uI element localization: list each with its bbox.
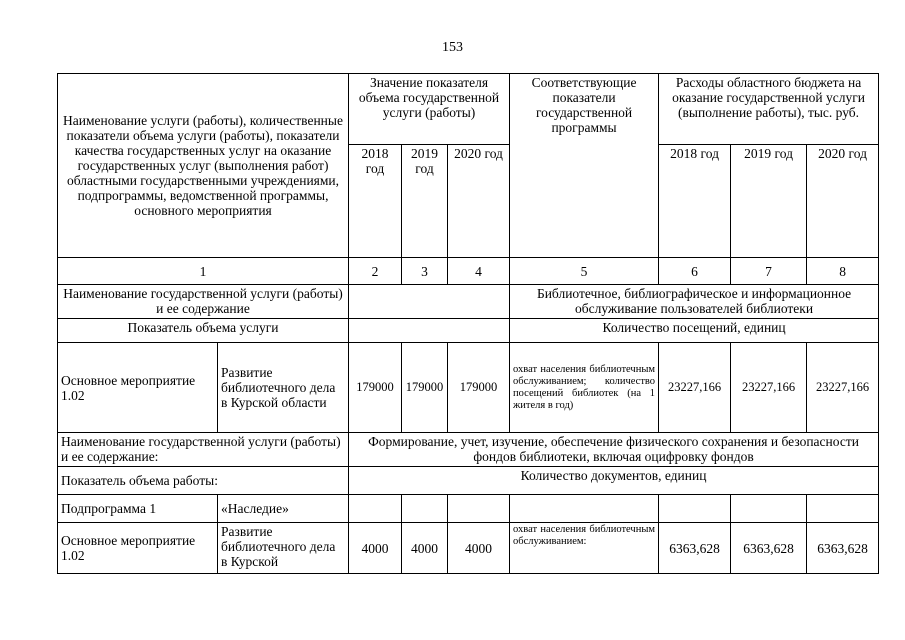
service-name-value: Формирование, учет, изучение, обеспечение физического сохранения и безопасности фондов библиотеки, включая оцифровку фондов (349, 433, 879, 467)
expense-2019: 6363,628 (731, 523, 807, 574)
service-name-value: Библиотечное, библиографическое и информационное обслуживание пользователей библиотеки (510, 285, 879, 319)
services-table (57, 73, 879, 574)
header-program-indicators: Соответствующие показатели государственной программы (510, 74, 659, 258)
subprogram-label: Подпрограмма 1 (58, 495, 218, 523)
empty-cell (731, 495, 807, 523)
expense-2020: 6363,628 (807, 523, 879, 574)
empty-cell (349, 319, 510, 343)
col-number-2: 2 (349, 258, 402, 285)
header-volume-2020: 2020 год (448, 145, 510, 258)
col-number-1: 1 (58, 258, 349, 285)
volume-2020: 179000 (448, 343, 510, 433)
service-name-label: Наименование государственной услуги (работы) и ее содержание: (58, 433, 349, 467)
empty-cell (807, 495, 879, 523)
empty-cell (402, 495, 448, 523)
empty-cell (448, 495, 510, 523)
header-expense-2018: 2018 год (659, 145, 731, 258)
empty-cell (659, 495, 731, 523)
col-number-3: 3 (402, 258, 448, 285)
col-number-4: 4 (448, 258, 510, 285)
volume-2018: 179000 (349, 343, 402, 433)
subprogram-value: «Наследие» (218, 495, 349, 523)
indicator-label: Показатель объема работы: (58, 467, 349, 495)
volume-2018: 4000 (349, 523, 402, 574)
empty-cell (349, 285, 510, 319)
volume-2019: 179000 (402, 343, 448, 433)
program-indicator: охват населения библиотечным обслуживанием: (510, 523, 659, 574)
col-number-5: 5 (510, 258, 659, 285)
empty-cell (349, 495, 402, 523)
measure-name: Основное мероприятие 1.02 (58, 343, 218, 433)
header-volume-2018: 2018 год (349, 145, 402, 258)
col-number-8: 8 (807, 258, 879, 285)
header-service-name: Наименование услуги (работы), количественные показатели объема услуги (работы), показатели качества государственных услуг на оказание государственных услуг (выполнения работ) областными государственными учреждениями, подпрограммы, ведомственной программы, основного мероприятия (58, 74, 349, 258)
indicator-value: Количество документов, единиц (349, 467, 879, 495)
header-volume: Значение показателя объема государственной услуги (работы) (349, 74, 510, 145)
expense-2018: 6363,628 (659, 523, 731, 574)
measure-name: Основное мероприятие 1.02 (58, 523, 218, 574)
service-name-label: Наименование государственной услуги (работы) и ее содержание (58, 285, 349, 319)
header-expense-2020: 2020 год (807, 145, 879, 258)
measure-title: Развитие библиотечного дела в Курской (218, 523, 349, 574)
header-expense-2019: 2019 год (731, 145, 807, 258)
header-volume-2019: 2019 год (402, 145, 448, 258)
expense-2019: 23227,166 (731, 343, 807, 433)
program-indicator: охват населения библиотечным обслуживанием; количество посещений библиотек (на 1 жителя в год) (510, 343, 659, 433)
indicator-value: Количество посещений, единиц (510, 319, 879, 343)
header-expenses: Расходы областного бюджета на оказание государственной услуги (выполнение работы), тыс. руб. (659, 74, 879, 145)
empty-cell (510, 495, 659, 523)
expense-2018: 23227,166 (659, 343, 731, 433)
measure-title: Развитие библиотечного дела в Курской области (218, 343, 349, 433)
col-number-7: 7 (731, 258, 807, 285)
expense-2020: 23227,166 (807, 343, 879, 433)
volume-2019: 4000 (402, 523, 448, 574)
indicator-label: Показатель объема услуги (58, 319, 349, 343)
page-number: 153 (442, 40, 463, 55)
col-number-6: 6 (659, 258, 731, 285)
volume-2020: 4000 (448, 523, 510, 574)
